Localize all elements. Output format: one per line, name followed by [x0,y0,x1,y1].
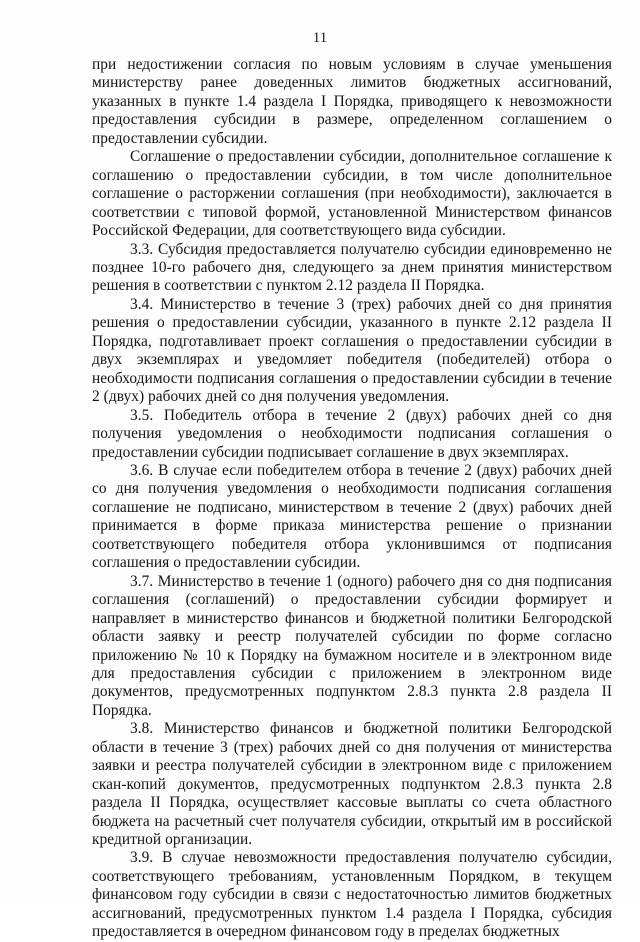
paragraph-3-9: 3.9. В случае невозможности предоставления получателю субсидии, соответствующего требованиям, установленным Порядком, в текущем финансовом году субсидии в связи с недостаточностью лимитов бюджетных ассигнований, предусмотренных пунктом 1.4 раздела I Порядка, субсидия предоставляется в очередном финансовом году в пределах бюджетных [92,849,612,941]
document-body [92,56,612,942]
paragraph-3-6: 3.6. В случае если победителем отбора в течение 2 (двух) рабочих дней со дня получения уведомления о необходимости подписания соглашения соглашение не подписано, министерством в течение 2 (двух) рабочих дней принимается в форме приказа министерства решение о признании соответствующего победителя отбора уклонившимся от подписания соглашения о предоставлении субсидии. [92,461,612,572]
paragraph-3-8: 3.8. Министерство финансов и бюджетной политики Белгородской области в течение 3 (трех) рабочих дней со дня получения от министерства заявки и реестра получателей субсидии в электронном виде с приложением скан-копий документов, предусмотренных подпунктом 2.8.3 пункта 2.8 раздела II Порядка, осуществляет кассовые выплаты со счета областного бюджета на расчетный счет получателя субсидии, открытый им в российской кредитной организации. [92,720,612,849]
paragraph-agreement-form: Соглашение о предоставлении субсидии, дополнительное соглашение к соглашению о предоставлении субсидии, в том числе дополнительное соглашение о расторжении соглашения (при необходимости), заключается в соответствии с типовой формой, установленной Министерством финансов Российской Федерации, для соответствующего вида субсидии. [92,148,612,240]
paragraph-continuation: при недостижении согласия по новым условиям в случае уменьшения министерству ранее доведенных лимитов бюджетных ассигнований, указанных в пункте 1.4 раздела I Порядка, приводящего к невозможности предоставления субсидии в размере, определенном соглашением о предоставлении субсидии. [92,56,612,147]
paragraph-3-7: 3.7. Министерство в течение 1 (одного) рабочего дня со дня подписания соглашения (соглашений) о предоставлении субсидии формирует и направляет в министерство финансов и бюджетной политики Белгородской области заявку и реестр получателей субсидии по форме согласно приложению № 10 к Порядку на бумажном носителе и в электронном виде для предоставления субсидии с приложением в электронном виде документов, предусмотренных подпунктом 2.8.3 пункта 2.8 раздела II Порядка. [92,572,612,719]
paragraph-3-3: 3.3. Субсидия предоставляется получателю субсидии единовременно не позднее 10-го рабочего дня, следующего за днем принятия министерством решения в соответствии с пунктом 2.12 раздела II Порядка. [92,240,612,295]
paragraph-3-4: 3.4. Министерство в течение 3 (трех) рабочих дней со дня принятия решения о предоставлении субсидии, указанного в пункте 2.12 раздела II Порядка, подготавливает проект соглашения о предоставлении субсидии в двух экземплярах и уведомляет победителя (победителей) отбора о необходимости подписания соглашения о предоставлении субсидии в течение 2 (двух) рабочих дней со дня получения уведомления. [92,295,612,406]
page-number: 11 [312,30,328,46]
paragraph-3-5: 3.5. Победитель отбора в течение 2 (двух) рабочих дней со дня получения уведомления о необходимости подписания соглашения о предоставлении субсидии подписывает соглашение в двух экземплярах. [92,406,612,461]
